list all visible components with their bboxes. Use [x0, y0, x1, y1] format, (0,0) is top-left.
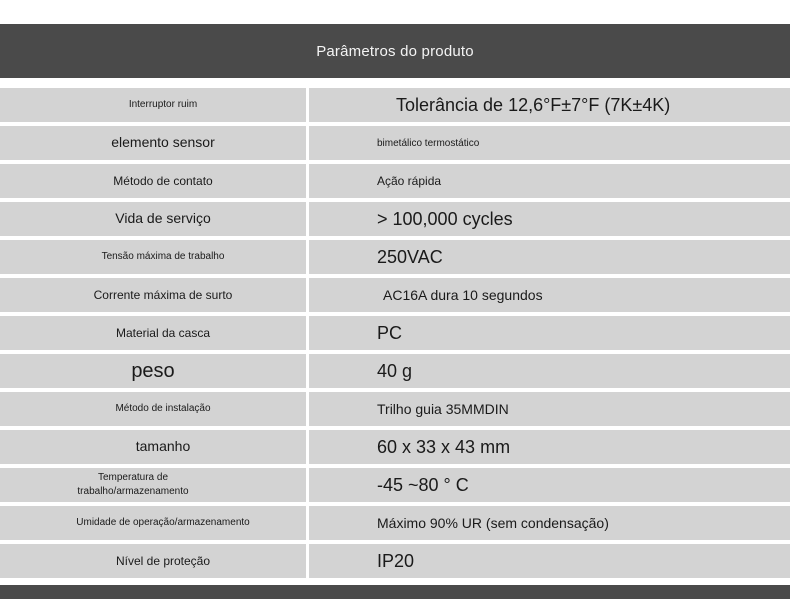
table-row — [0, 88, 790, 122]
row-value: Tolerância de 12,6°F±7°F (7K±4K) — [309, 88, 790, 122]
parameters-table — [0, 86, 790, 583]
row-label: Umidade de operação/armazenamento — [0, 506, 306, 540]
table-row — [0, 164, 790, 198]
row-label-text: Temperatura de trabalho/armazenamento — [77, 472, 189, 497]
row-label: Corrente máxima de surto — [0, 278, 306, 312]
table-header — [0, 24, 790, 78]
row-value: 40 g — [309, 354, 790, 388]
row-value: 250VAC — [309, 240, 790, 274]
row-value: IP20 — [309, 544, 790, 578]
row-value: Máximo 90% UR (sem condensação) — [309, 506, 790, 540]
row-label: Método de instalação — [0, 392, 306, 426]
row-label: elemento sensor — [0, 126, 306, 160]
row-label: peso — [0, 354, 306, 388]
table-row — [0, 202, 790, 236]
table-row — [0, 278, 790, 312]
row-value: bimetálico termostático — [309, 126, 790, 160]
row-value: 60 x 33 x 43 mm — [309, 430, 790, 464]
row-label: Interruptor ruim — [0, 88, 306, 122]
table-row — [0, 544, 790, 578]
table-row — [0, 468, 790, 502]
row-value: Trilho guia 35MMDIN — [309, 392, 790, 426]
table-row — [0, 316, 790, 350]
table-row — [0, 126, 790, 160]
row-value: AC16A dura 10 segundos — [309, 278, 790, 312]
footer-bar — [0, 585, 790, 599]
table-row — [0, 354, 790, 388]
row-label: Nível de proteção — [0, 544, 306, 578]
row-value: > 100,000 cycles — [309, 202, 790, 236]
table-row — [0, 430, 790, 464]
row-value: Ação rápida — [309, 164, 790, 198]
table-row — [0, 240, 790, 274]
table-row — [0, 392, 790, 426]
row-label: Tensão máxima de trabalho — [0, 240, 306, 274]
page-title: Parâmetros do produto — [316, 42, 474, 60]
row-label — [0, 468, 306, 502]
row-label: Vida de serviço — [0, 202, 306, 236]
row-label: Material da casca — [0, 316, 306, 350]
row-label: tamanho — [0, 430, 306, 464]
row-label: Método de contato — [0, 164, 306, 198]
table-row — [0, 506, 790, 540]
row-value: -45 ~80 ° C — [309, 468, 790, 502]
row-value: PC — [309, 316, 790, 350]
